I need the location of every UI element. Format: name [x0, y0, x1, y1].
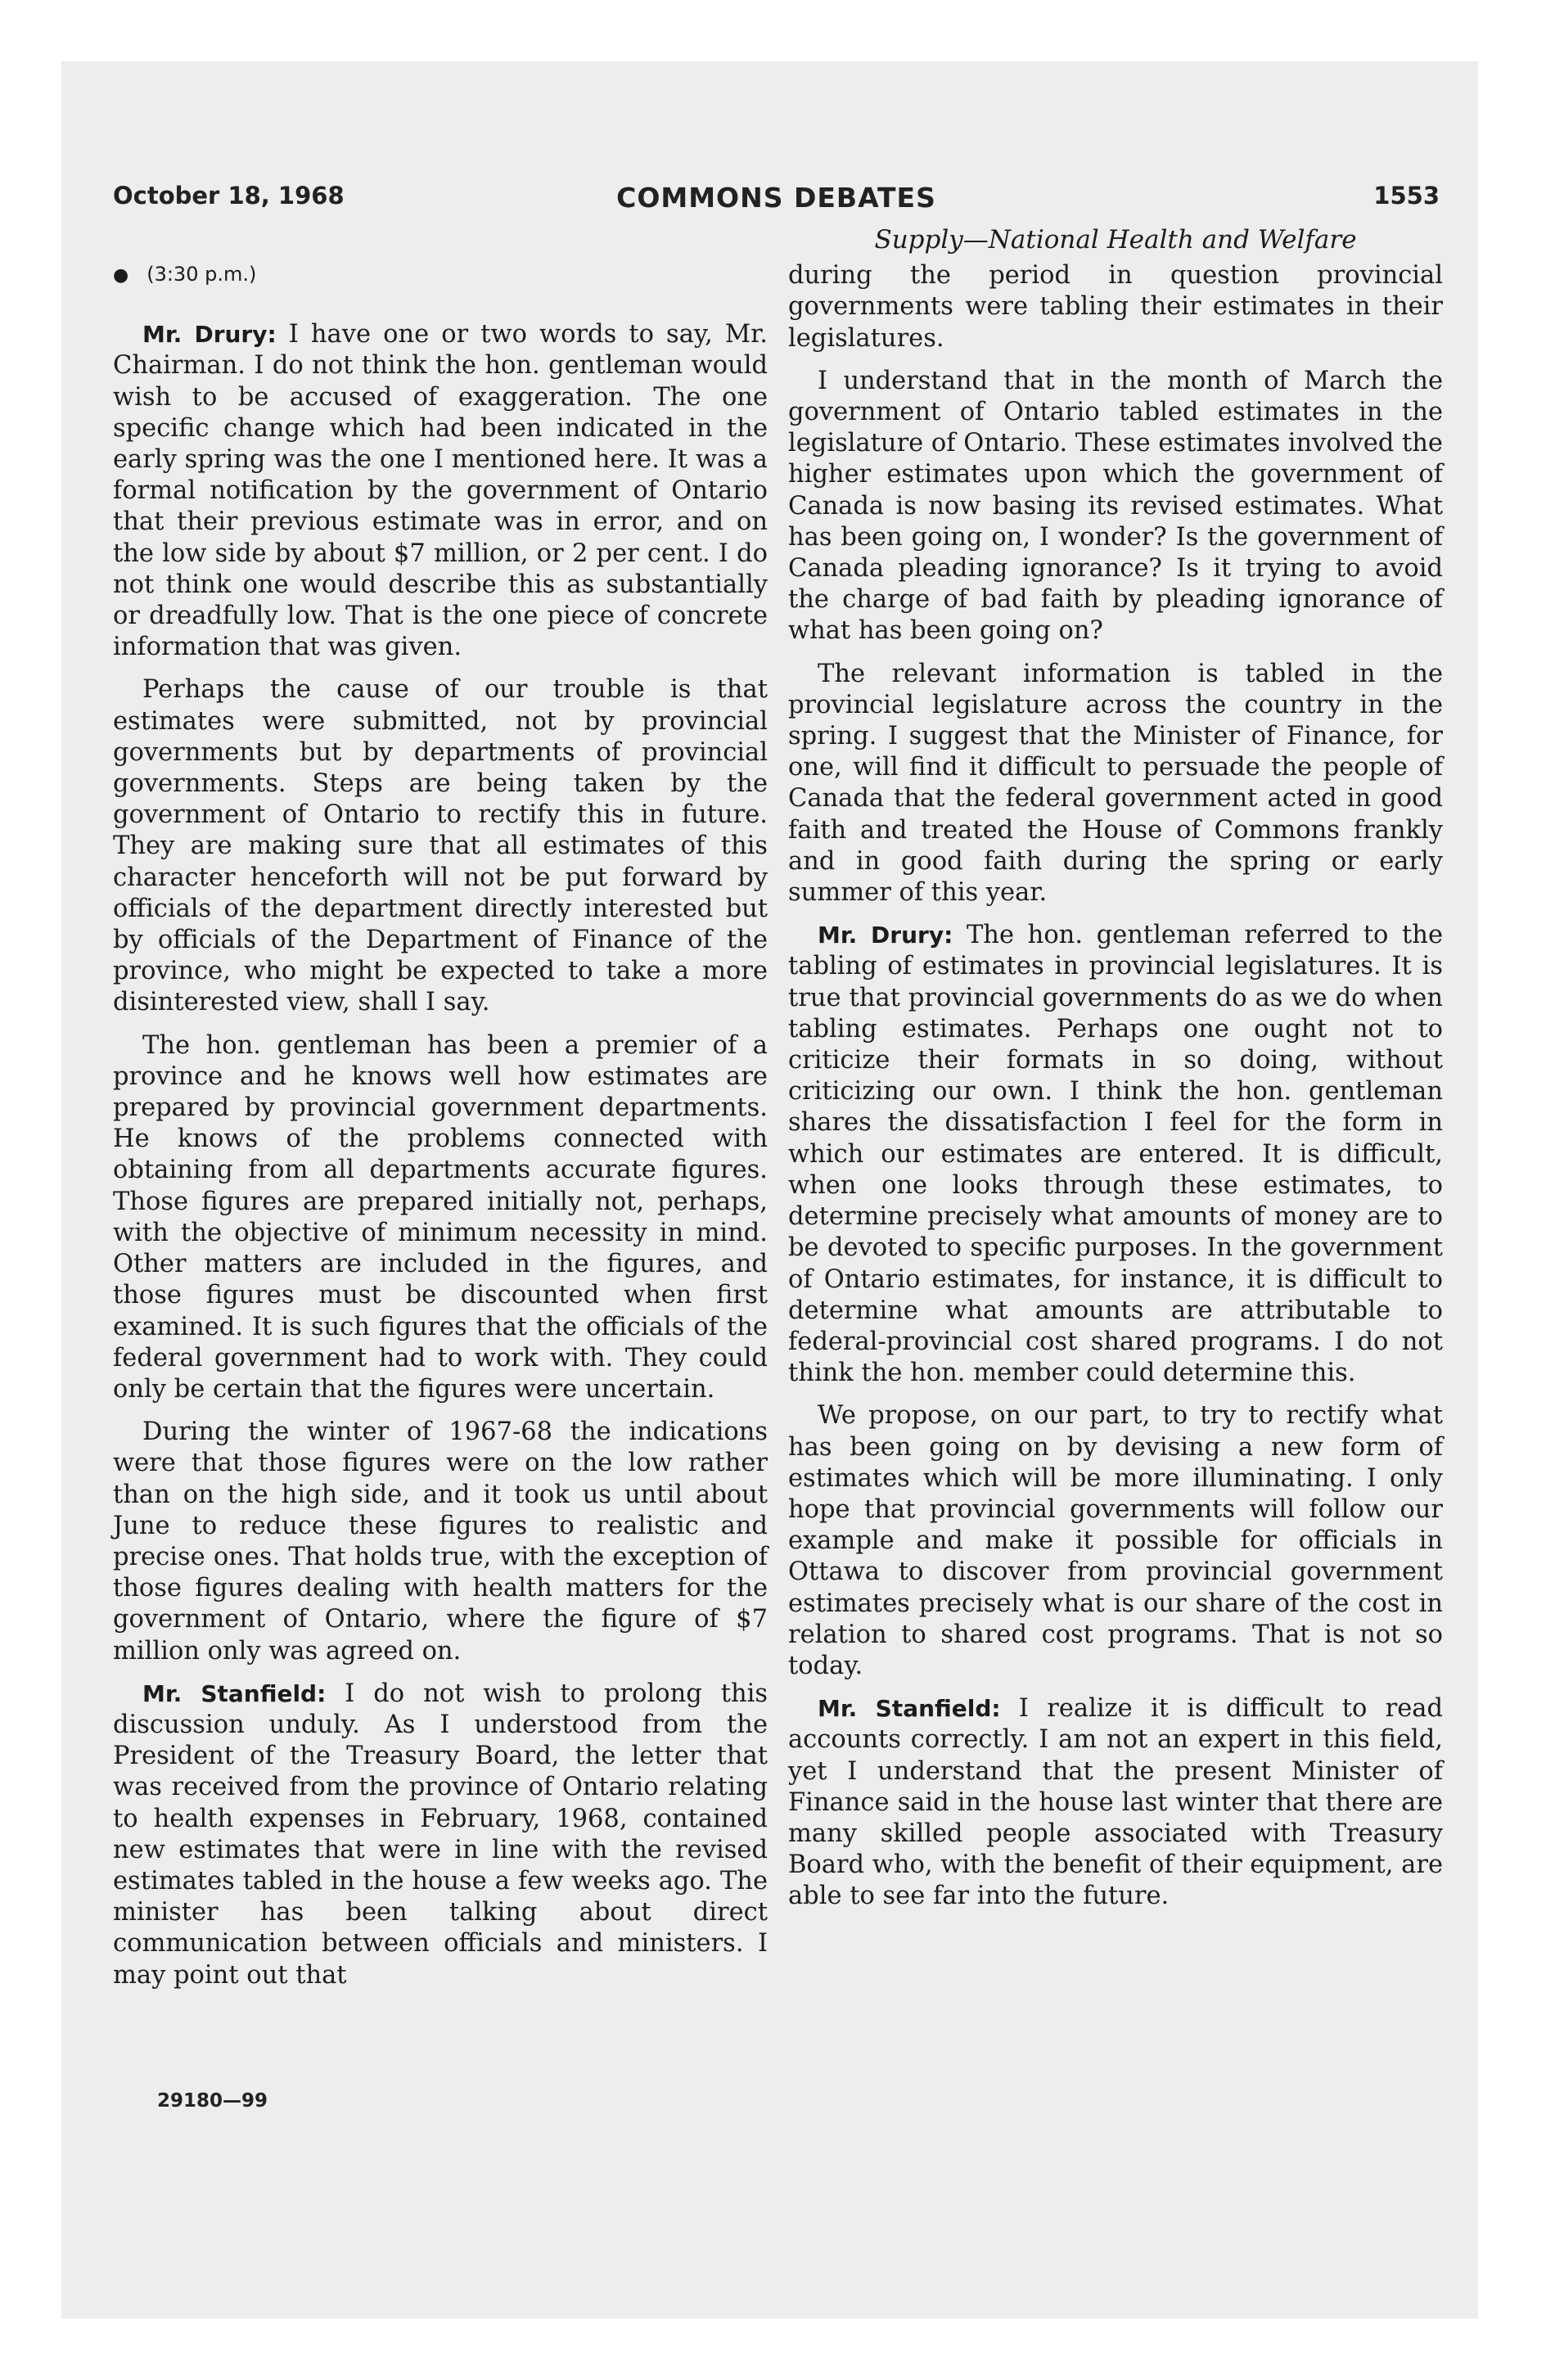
left-paragraphs	[113, 319, 768, 1991]
paragraph-text: We propose, on our part, to try to rectify what has been going on by devising a new form of estimates which will be more illuminating. I only hope that provincial governments will follow our example and make it possible for officials in Ottawa to discover from provincial government estimates precisely what is our share of the cost in relation to shared cost programs. That is not so today.	[788, 1401, 1443, 1680]
paragraph-text: I do not wish to prolong this discussion unduly. As I understood from the President of the Treasury Board, the letter that was received from the province of Ontario relating to health expenses in February, 1968, contained new estimates that were in line with the revised estimates tabled in the house a few weeks ago. The minister has been talking about direct communication between officials and ministers. I may point out that	[113, 1679, 768, 1990]
paragraph	[788, 260, 1443, 354]
bullet-icon: ●	[113, 265, 129, 286]
speaker-name: Mr. Stanfield:	[142, 1679, 327, 1707]
footer-code: 29180—99	[157, 2090, 268, 2112]
paragraph-text: Perhaps the cause of our trouble is that estimates were submitted, not by provincial governments but by departments of provincial governments. Steps are being taken by the government of Ontario to rectify this in future. They are making sure that all estimates of this character henceforth will not be put forward by officials of the department directly interested but by officials of the Department of Finance of the province, who might be expected to take a more disinterested view, shall I say.	[113, 675, 768, 1017]
paragraph	[113, 1417, 768, 1667]
left-column	[113, 221, 768, 2003]
paragraph-text: The hon. gentleman referred to the tabling of estimates in provincial legislatures. It is true that provincial governments do as we do when tabling estimates. Perhaps one ought not to criticize their formats in so doing, without criticizing our own. I think the hon. gentleman shares the dissatisfaction I feel for the form in which our estimates are entered. It is difficult, when one looks through these estimates, to determine precisely what amounts of money are to be devoted to specific purposes. In the government of Ontario estimates, for instance, it is difficult to determine what amounts are attributable to federal-provincial cost shared programs. I do not think the hon. member could determine this.	[788, 921, 1443, 1388]
speaker-name: Mr. Stanfield:	[818, 1695, 1001, 1723]
paragraph	[113, 1679, 768, 1991]
time-stamp	[113, 259, 768, 291]
paragraph-text: I realize it is difficult to read accounts correctly. I am not an expert in this field, yet I understand that the present Minister of Finance said in the house last winter that there are many skilled people associated with Treasury Board who, with the benefit of their equipment, are able to see far into the future.	[788, 1694, 1443, 1911]
speaker-name: Mr. Drury:	[818, 922, 953, 949]
header-page-number: 1553	[1373, 182, 1440, 210]
time-stamp-text: (3:30 p.m.)	[146, 263, 257, 286]
paragraph-text: The relevant information is tabled in the provincial legislature across the country in the spring. I suggest that the Minister of Finance, for one, will find it difficult to persuade the people of Canada that the federal government acted in good faith and treated the House of Commons frankly and in good faith during the spring or early summer of this year.	[788, 659, 1443, 908]
paragraph	[788, 1400, 1443, 1682]
paragraph	[788, 920, 1443, 1389]
speaker-name: Mr. Drury:	[142, 321, 277, 349]
page-header	[113, 182, 1440, 223]
paragraph	[788, 366, 1443, 647]
paragraph	[113, 319, 768, 663]
header-date: October 18, 1968	[113, 182, 345, 210]
paragraph-text: I understand that in the month of March the government of Ontario tabled estimates in the legislature of Ontario. These estimates involved the higher estimates upon which the government of Canada is now basing its revised estimates. What has been going on, I wonder? Is the government of Canada pleading ignorance? Is it trying to avoid the charge of bad faith by pleading ignorance of what has been going on?	[788, 366, 1443, 646]
paragraph-text: During the winter of 1967-68 the indications were that those figures were on the low rather than on the high side, and it took us until about June to reduce these figures to realistic and precise ones. That holds true, with the exception of those figures dealing with health matters for the government of Ontario, where the figure of $7 million only was agreed on.	[113, 1418, 768, 1666]
paragraph	[113, 674, 768, 1018]
paragraph	[113, 1030, 768, 1405]
running-head: Supply—National Health and Welfare	[874, 225, 1357, 255]
right-column	[788, 221, 1443, 1924]
header-title: COMMONS DEBATES	[616, 182, 936, 214]
paragraph-text: during the period in question provincial governments were tabling their estimates in their legislatures.	[788, 261, 1443, 353]
paragraph	[788, 659, 1443, 909]
right-paragraphs	[788, 260, 1443, 1912]
paragraph	[788, 1693, 1443, 1912]
paragraph-text: The hon. gentleman has been a premier of a province and he knows well how estimates are prepared by provincial government departments. He knows of the problems connected with obtaining from all departments accurate figures. Those figures are prepared initially not, perhaps, with the objective of minimum necessity in mind. Other matters are included in the figures, and those figures must be discounted when first examined. It is such figures that the officials of the federal government had to work with. They could only be certain that the figures were uncertain.	[113, 1030, 768, 1404]
paragraph-text: I have one or two words to say, Mr. Chairman. I do not think the hon. gentleman would wish to be accused of exaggeration. The one specific change which had been indicated in the early spring was the one I mentioned here. It was a formal notification by the government of Ontario that their previous estimate was in error, and on the low side by about $7 million, or 2 per cent. I do not think one would describe this as substantially or dreadfully low. That is the one piece of concrete information that was given.	[113, 320, 768, 662]
